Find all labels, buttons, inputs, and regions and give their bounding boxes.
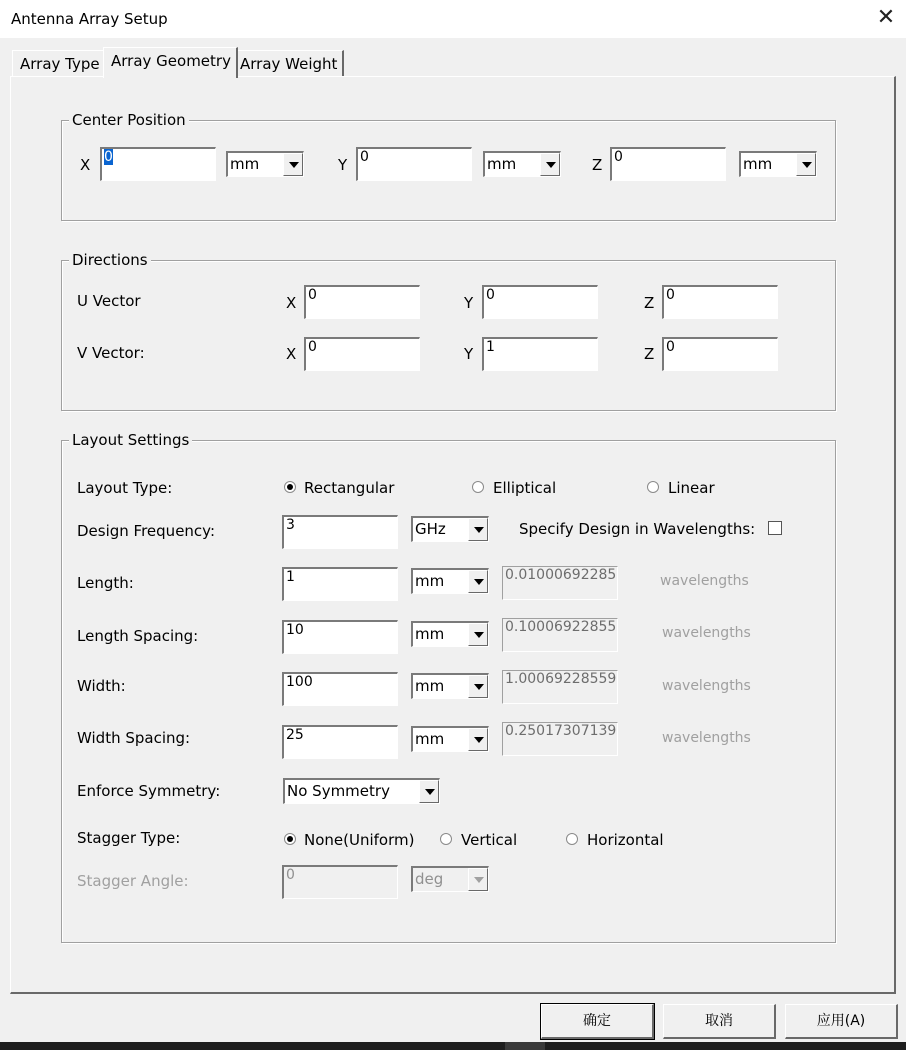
stagger-type-label: Stagger Type: bbox=[77, 829, 181, 847]
length-spacing-unit-select[interactable] bbox=[411, 621, 489, 647]
design-frequency-value: 3 bbox=[286, 517, 295, 533]
cancel-button[interactable]: 取消 bbox=[663, 1004, 776, 1039]
radio-none-uniform-label[interactable]: None(Uniform) bbox=[304, 831, 415, 849]
radio-elliptical-label[interactable]: Elliptical bbox=[493, 479, 557, 497]
specify-wavelengths-checkbox[interactable] bbox=[768, 521, 782, 535]
u-x-label: X bbox=[286, 294, 297, 312]
v-z-value: 0 bbox=[666, 339, 675, 355]
chevron-down-icon[interactable] bbox=[419, 780, 439, 803]
v-y-input[interactable] bbox=[482, 337, 598, 371]
radio-none-uniform[interactable] bbox=[284, 833, 296, 845]
chevron-down-icon[interactable] bbox=[468, 518, 488, 541]
length-spacing-value: 10 bbox=[286, 622, 304, 638]
width-spacing-wavelength-value: 0.25017307139 bbox=[505, 723, 617, 739]
tab-label: Array Type bbox=[20, 55, 100, 73]
u-vector-label: U Vector bbox=[77, 292, 141, 310]
center-x-value: 0 bbox=[104, 149, 113, 165]
center-z-label: Z bbox=[592, 156, 603, 174]
taskbar-segment bbox=[505, 1042, 545, 1050]
chevron-down-icon[interactable] bbox=[796, 153, 816, 176]
center-x-label: X bbox=[80, 156, 91, 174]
design-frequency-label: Design Frequency: bbox=[77, 522, 216, 540]
design-frequency-unit-select[interactable] bbox=[411, 516, 489, 542]
chevron-down-icon[interactable] bbox=[468, 728, 488, 751]
tab-label: Array Geometry bbox=[111, 52, 231, 70]
u-x-value: 0 bbox=[308, 287, 317, 303]
center-x-unit: mm bbox=[230, 155, 260, 173]
tab-array-weight[interactable] bbox=[232, 50, 344, 76]
center-y-value: 0 bbox=[360, 149, 369, 165]
center-z-value: 0 bbox=[614, 149, 623, 165]
length-label: Length: bbox=[77, 574, 134, 592]
radio-linear-label[interactable]: Linear bbox=[668, 479, 715, 497]
center-x-unit-select[interactable] bbox=[226, 151, 304, 177]
length-spacing-unit: mm bbox=[415, 625, 445, 643]
ok-button[interactable]: 确定 bbox=[541, 1004, 654, 1039]
width-spacing-unit: mm bbox=[415, 730, 445, 748]
directions-group bbox=[61, 260, 836, 411]
u-z-input[interactable] bbox=[662, 285, 778, 319]
chevron-down-icon[interactable] bbox=[283, 153, 303, 176]
length-spacing-wavelength-unit: wavelengths bbox=[662, 625, 751, 641]
stagger-angle-input bbox=[282, 865, 398, 899]
width-wavelength-unit: wavelengths bbox=[662, 678, 751, 694]
width-spacing-value: 25 bbox=[286, 727, 304, 743]
center-y-label: Y bbox=[338, 156, 348, 174]
enforce-symmetry-select[interactable] bbox=[283, 778, 440, 804]
v-x-label: X bbox=[286, 345, 297, 363]
apply-button[interactable]: 应用(A) bbox=[785, 1004, 898, 1039]
tab-label: Array Weight bbox=[240, 55, 338, 73]
length-spacing-input[interactable] bbox=[282, 620, 398, 654]
length-input[interactable] bbox=[282, 567, 398, 601]
length-value: 1 bbox=[286, 569, 295, 585]
layout-settings-legend: Layout Settings bbox=[69, 431, 192, 449]
length-spacing-label: Length Spacing: bbox=[77, 627, 199, 645]
center-y-unit-select[interactable] bbox=[483, 151, 561, 177]
center-position-legend: Center Position bbox=[69, 111, 189, 129]
length-unit: mm bbox=[415, 572, 445, 590]
design-frequency-input[interactable] bbox=[282, 515, 398, 549]
width-spacing-label: Width Spacing: bbox=[77, 729, 191, 747]
radio-horizontal[interactable] bbox=[566, 833, 578, 845]
center-z-unit-select[interactable] bbox=[739, 151, 817, 177]
width-spacing-input[interactable] bbox=[282, 725, 398, 759]
enforce-symmetry-value: No Symmetry bbox=[287, 782, 390, 800]
length-wavelength-readout bbox=[502, 566, 618, 600]
center-z-unit: mm bbox=[743, 155, 773, 173]
length-spacing-wavelength-value: 0.10006922855 bbox=[505, 619, 617, 635]
width-value: 100 bbox=[286, 674, 313, 690]
v-vector-label: V Vector: bbox=[77, 344, 145, 362]
stagger-angle-unit-select bbox=[411, 866, 489, 892]
width-wavelength-value: 1.00069228559 bbox=[505, 671, 617, 687]
width-spacing-wavelength-unit: wavelengths bbox=[662, 730, 751, 746]
stagger-angle-value: 0 bbox=[286, 867, 295, 883]
v-y-label: Y bbox=[464, 345, 474, 363]
length-wavelength-value: 0.01000692285 bbox=[505, 567, 617, 583]
radio-linear[interactable] bbox=[647, 481, 659, 493]
v-x-value: 0 bbox=[308, 339, 317, 355]
window-title: Antenna Array Setup bbox=[11, 10, 168, 28]
u-z-value: 0 bbox=[666, 287, 675, 303]
taskbar-strip bbox=[0, 1042, 906, 1050]
width-spacing-wavelength-readout bbox=[502, 722, 618, 756]
v-z-input[interactable] bbox=[662, 337, 778, 371]
width-wavelength-readout bbox=[502, 670, 618, 704]
chevron-down-icon bbox=[468, 868, 488, 891]
radio-elliptical[interactable] bbox=[472, 481, 484, 493]
width-spacing-unit-select[interactable] bbox=[411, 726, 489, 752]
v-y-value: 1 bbox=[486, 339, 495, 355]
radio-vertical-label[interactable]: Vertical bbox=[461, 831, 518, 849]
title-bar bbox=[0, 0, 906, 38]
u-y-label: Y bbox=[464, 294, 474, 312]
center-z-input[interactable] bbox=[610, 147, 726, 181]
layout-type-label: Layout Type: bbox=[77, 479, 173, 497]
width-input[interactable] bbox=[282, 672, 398, 706]
length-spacing-wavelength-readout bbox=[502, 618, 618, 652]
v-x-input[interactable] bbox=[304, 337, 420, 371]
stagger-angle-label: Stagger Angle: bbox=[77, 872, 189, 890]
specify-wavelengths-label: Specify Design in Wavelengths: bbox=[519, 520, 756, 538]
u-y-input[interactable] bbox=[482, 285, 598, 319]
chevron-down-icon[interactable] bbox=[468, 570, 488, 593]
radio-rectangular[interactable] bbox=[284, 481, 296, 493]
u-z-label: Z bbox=[644, 294, 655, 312]
stagger-angle-unit: deg bbox=[415, 870, 444, 888]
radio-vertical[interactable] bbox=[440, 833, 452, 845]
width-unit-select[interactable] bbox=[411, 673, 489, 699]
v-z-label: Z bbox=[644, 345, 655, 363]
length-unit-select[interactable] bbox=[411, 568, 489, 594]
center-y-input[interactable] bbox=[356, 147, 472, 181]
enforce-symmetry-label: Enforce Symmetry: bbox=[77, 782, 221, 800]
length-wavelength-unit: wavelengths bbox=[660, 573, 749, 589]
center-y-unit: mm bbox=[487, 155, 517, 173]
center-x-input[interactable] bbox=[100, 147, 216, 181]
radio-rectangular-label[interactable]: Rectangular bbox=[304, 479, 395, 497]
width-label: Width: bbox=[77, 677, 126, 695]
chevron-down-icon[interactable] bbox=[540, 153, 560, 176]
tab-array-type[interactable] bbox=[12, 50, 107, 76]
u-y-value: 0 bbox=[486, 287, 495, 303]
directions-legend: Directions bbox=[69, 251, 151, 269]
chevron-down-icon[interactable] bbox=[468, 675, 488, 698]
chevron-down-icon[interactable] bbox=[468, 623, 488, 646]
design-frequency-unit: GHz bbox=[415, 520, 446, 538]
radio-horizontal-label[interactable]: Horizontal bbox=[587, 831, 664, 849]
width-unit: mm bbox=[415, 677, 445, 695]
tab-array-geometry[interactable] bbox=[103, 47, 238, 78]
close-icon[interactable]: ✕ bbox=[876, 5, 896, 30]
u-x-input[interactable] bbox=[304, 285, 420, 319]
